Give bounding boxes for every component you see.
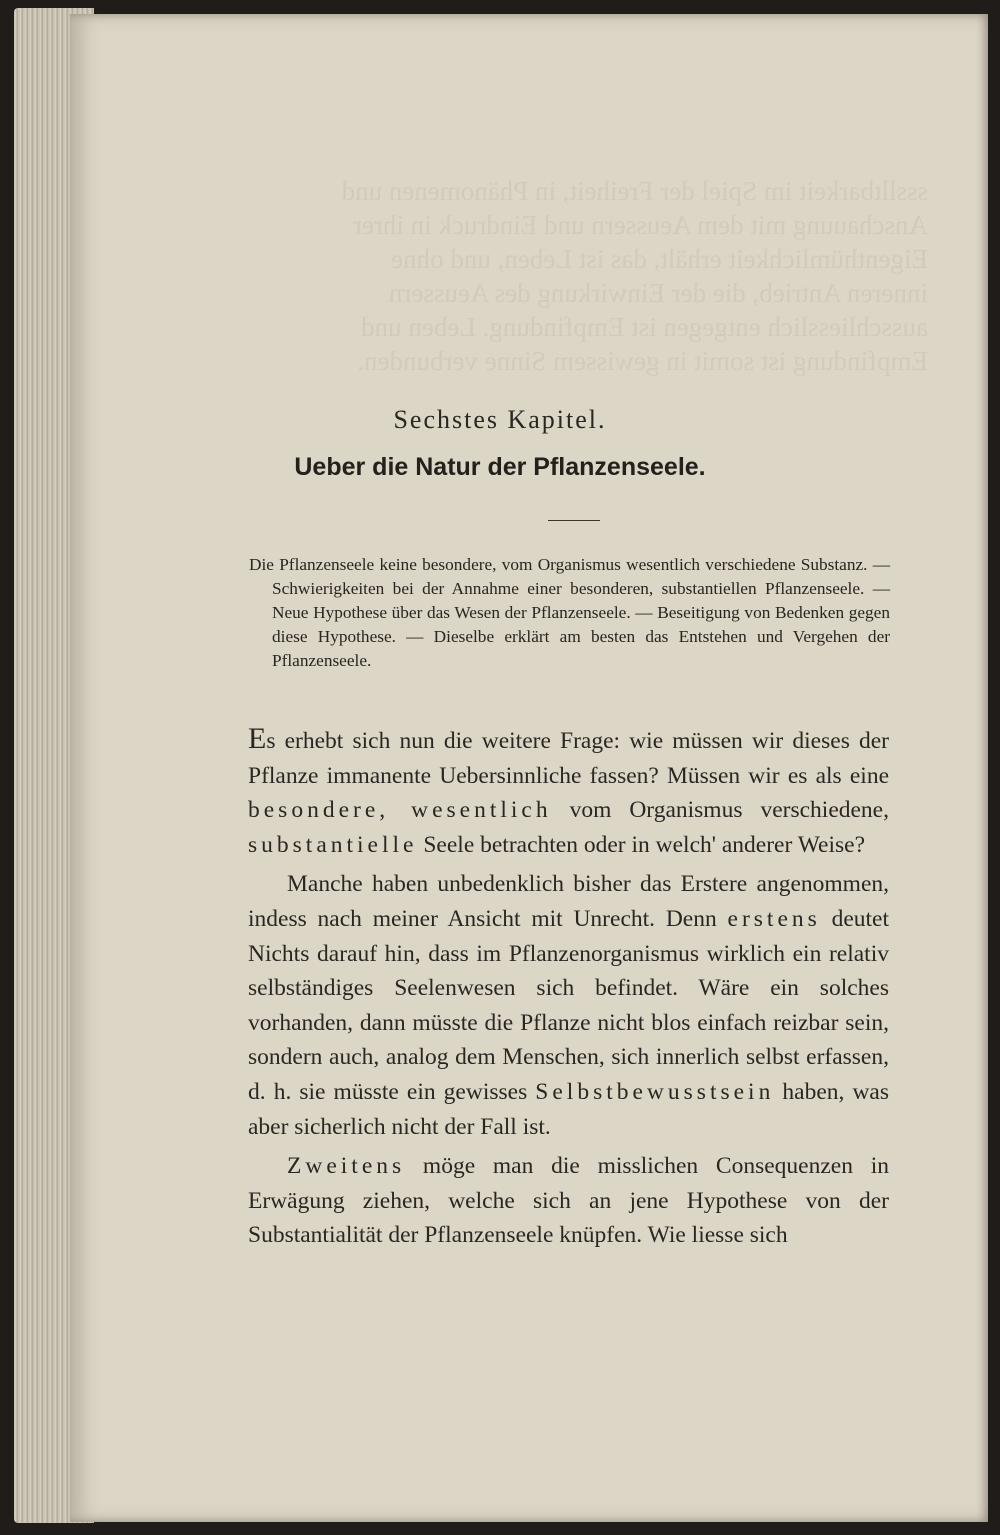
spaced-emphasis: substantielle xyxy=(248,831,418,858)
chapter-summary: Die Pflanzenseele keine besondere, vom Organismus wesentlich verschiedene Substanz. — Schwierigkeiten bei der Annahme einer besonderen, substantiellen Pflanzenseele. — Neue Hypothese über das Wesen der Pflanzenseele. — Beseitigung von Bedenken gegen diese Hypothese. — Dieselbe erklärt am besten das Entstehen und Vergehen der Pflanzenseele. xyxy=(249,555,890,670)
text-run: s erhebt sich nun die weitere Frage: wie müssen wir dieses der Pflanze immanente Uebersinnliche fassen? Müssen wir es als eine xyxy=(248,728,889,789)
bleed-through: ssslltbarkeit im Spiel der Freiheit, in Phänomenen und Anschauung mit dem Aeussern und Eindruck in ihrer Eigenthümlichkeit erhält, das ist Leben, und ohne inneren Antrieb, die der Einwirkung des Aeussern ausschliesslich entgegen ist Empfindung. Leben und Empfindung ist somit in gewissem Sinne verbunden. xyxy=(341,176,928,376)
spaced-emphasis: Zweitens xyxy=(287,1153,406,1180)
text-run: deutet Nichts darauf hin, dass im Pflanzenorganismus wirklich ein relativ selbständiges Seelenwesen sich befindet. Wäre ein solches vorhanden, dann müsste die Pflanze nicht blos einfach reizbar sein, sondern auch, analog dem Menschen, sich innerlich selbst erfassen, d. h. sie müsste ein gewisses xyxy=(248,905,889,1105)
chapter-heading: Sechstes Kapitel. xyxy=(393,405,607,434)
initial-letter: E xyxy=(248,722,267,755)
spaced-emphasis: besondere, wesentlich xyxy=(248,797,552,824)
text-run: haben, was aber sicherlich nicht der Fall ist. xyxy=(248,1078,889,1140)
spaced-emphasis: Selbstbewusstsein xyxy=(535,1078,775,1105)
paragraph-2 xyxy=(248,867,889,1144)
spaced-emphasis: erstens xyxy=(727,905,821,932)
chapter-title: Ueber die Natur der Pflanzenseele. xyxy=(294,453,706,481)
paragraph-3 xyxy=(248,1149,889,1253)
text-run: Seele betrachten oder in welch' anderer Weise? xyxy=(417,831,866,858)
divider-rule xyxy=(548,520,600,521)
text-run: möge man die misslichen Consequenzen in Erwägung ziehen, welche sich an jene Hypothese von der Substantialität der Pflanzenseele knüpfen. Wie liesse sich xyxy=(248,1153,889,1249)
text-run: vom Organismus verschiedene, xyxy=(551,797,889,824)
paragraph-1 xyxy=(248,722,889,862)
body-text xyxy=(248,722,889,1258)
text-run: Manche haben unbedenklich bisher das Erstere angenommen, indess nach meiner Ansicht mit Unrecht. Denn xyxy=(248,871,889,932)
